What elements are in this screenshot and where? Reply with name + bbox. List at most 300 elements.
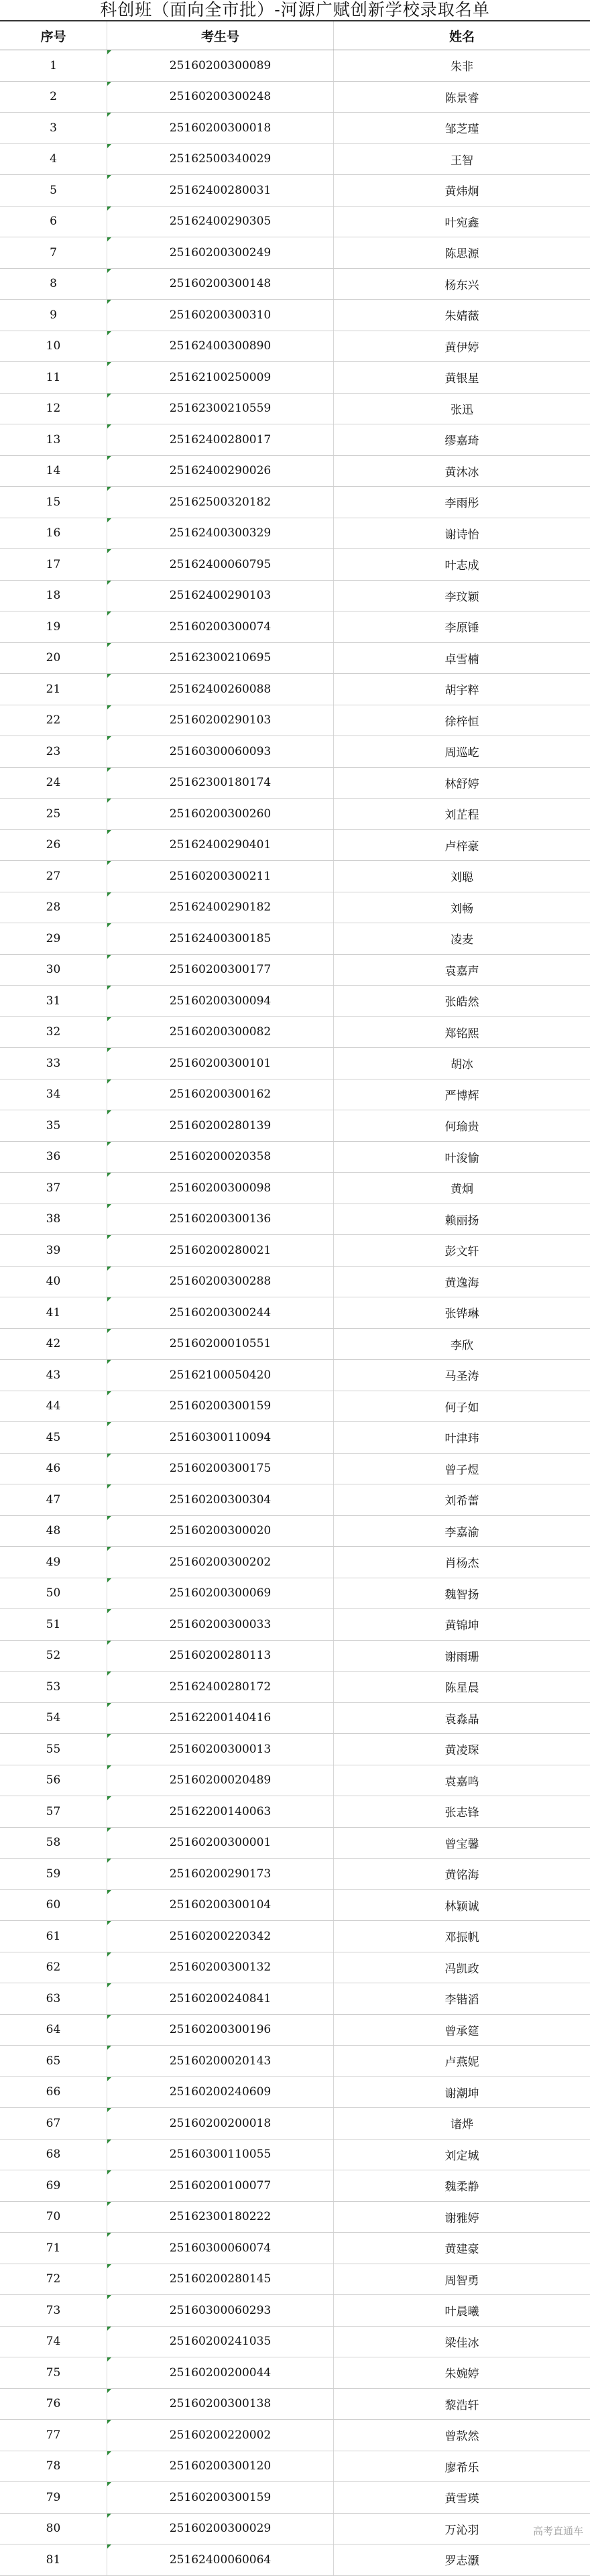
row-exam-no: 25162400290182	[107, 892, 334, 923]
table-row	[0, 2170, 590, 2202]
table-row	[0, 2357, 590, 2389]
row-name: 陈星晨	[445, 1682, 479, 1696]
row-name: 黄炜炯	[445, 185, 479, 199]
row-exam-no: 25160200300159	[107, 1391, 334, 1422]
table-row	[0, 2389, 590, 2420]
table-row	[0, 1609, 590, 1641]
table-row	[0, 2264, 590, 2296]
row-exam-no: 25160200300304	[107, 1484, 334, 1515]
row-index: 37	[0, 1173, 107, 1204]
table-row	[0, 2202, 590, 2233]
row-exam-no: 25160200300260	[107, 799, 334, 829]
row-index: 74	[0, 2327, 107, 2357]
table-row	[0, 1048, 590, 1079]
row-index: 33	[0, 1048, 107, 1079]
row-index: 44	[0, 1391, 107, 1422]
row-exam-no: 25162400300329	[107, 518, 334, 549]
table-row	[0, 1391, 590, 1423]
row-exam-no: 25162400260088	[107, 674, 334, 705]
row-index: 47	[0, 1484, 107, 1515]
row-name: 梁佳冰	[445, 2336, 479, 2350]
table-row	[0, 1360, 590, 1391]
row-exam-no: 25160200300162	[107, 1079, 334, 1110]
row-exam-no: 25160200300177	[107, 955, 334, 986]
row-name: 黄凌琛	[445, 1744, 479, 1758]
row-exam-no: 25162200140416	[107, 1703, 334, 1734]
row-index: 39	[0, 1235, 107, 1266]
row-index: 26	[0, 830, 107, 861]
row-name: 陈景睿	[445, 91, 479, 105]
table-row	[0, 2108, 590, 2140]
table-row	[0, 518, 590, 550]
row-exam-no: 25160200300148	[107, 269, 334, 300]
row-index: 15	[0, 487, 107, 518]
row-exam-no: 25162300180222	[107, 2202, 334, 2233]
row-exam-no: 25162400060064	[107, 2544, 334, 2575]
table-row	[0, 1828, 590, 1859]
row-name: 张皓然	[445, 996, 479, 1010]
row-name: 魏柔静	[445, 2180, 479, 2194]
row-index: 3	[0, 113, 107, 143]
table-row	[0, 1547, 590, 1578]
row-name: 曾承筵	[445, 2024, 479, 2038]
table-row	[0, 705, 590, 737]
row-name: 曾宝馨	[445, 1837, 479, 1851]
row-name: 卓雪楠	[445, 652, 479, 666]
row-name: 彭文轩	[445, 1245, 479, 1259]
row-name: 张迅	[451, 403, 473, 417]
row-name: 陈思源	[445, 247, 479, 261]
row-exam-no: 25160200300136	[107, 1204, 334, 1235]
row-index: 7	[0, 237, 107, 268]
table-row	[0, 1796, 590, 1828]
row-index: 79	[0, 2482, 107, 2513]
row-exam-no: 25160200300175	[107, 1454, 334, 1484]
row-exam-no: 25160200300310	[107, 300, 334, 331]
row-index: 75	[0, 2357, 107, 2388]
row-name: 周巡屹	[445, 746, 479, 760]
row-index: 13	[0, 424, 107, 455]
document-title: 科创班（面向全市批）-河源广赋创新学校录取名单	[100, 0, 490, 19]
row-exam-no: 25162400280172	[107, 1672, 334, 1702]
row-exam-no: 25160200220002	[107, 2420, 334, 2451]
table-row	[0, 1765, 590, 1797]
table-row	[0, 799, 590, 830]
row-name: 叶浚愉	[445, 1151, 479, 1165]
row-index: 42	[0, 1329, 107, 1360]
row-index: 66	[0, 2077, 107, 2108]
table-row	[0, 144, 590, 176]
row-index: 40	[0, 1267, 107, 1297]
table-row	[0, 2015, 590, 2046]
table-row	[0, 300, 590, 331]
row-index: 54	[0, 1703, 107, 1734]
table-row	[0, 1267, 590, 1298]
header-index: 序号	[0, 21, 107, 50]
row-name: 徐梓恒	[445, 715, 479, 729]
row-exam-no: 25162400290305	[107, 207, 334, 237]
row-name: 李欣	[451, 1338, 473, 1352]
row-name: 谢潮坤	[445, 2087, 479, 2101]
table-row	[0, 269, 590, 300]
table-row	[0, 923, 590, 955]
row-name: 黄沐冰	[445, 465, 479, 479]
table-row	[0, 1204, 590, 1236]
row-index: 68	[0, 2140, 107, 2170]
table-row	[0, 674, 590, 705]
row-exam-no: 25162300180174	[107, 768, 334, 799]
row-name: 李雨彤	[445, 497, 479, 511]
table-row	[0, 611, 590, 643]
table-row	[0, 1516, 590, 1547]
row-name: 刘芷程	[445, 809, 479, 823]
row-name: 何瑜贵	[445, 1120, 479, 1134]
row-index: 53	[0, 1672, 107, 1702]
row-index: 25	[0, 799, 107, 829]
row-name: 卢燕妮	[445, 2056, 479, 2070]
row-index: 22	[0, 705, 107, 736]
row-index: 45	[0, 1422, 107, 1453]
row-index: 34	[0, 1079, 107, 1110]
row-index: 65	[0, 2046, 107, 2076]
row-exam-no: 25162400300185	[107, 923, 334, 954]
row-name: 刘希蕾	[445, 1495, 479, 1509]
row-exam-no: 25160200300120	[107, 2451, 334, 2482]
row-name: 李嘉渝	[445, 1525, 479, 1539]
table-row	[0, 1422, 590, 1454]
row-index: 32	[0, 1017, 107, 1048]
row-index: 14	[0, 456, 107, 487]
row-index: 51	[0, 1609, 107, 1640]
row-exam-no: 25162500340029	[107, 144, 334, 175]
row-name: 黄锦坤	[445, 1619, 479, 1633]
table-row	[0, 424, 590, 456]
table-row	[0, 2077, 590, 2109]
row-name: 刘定城	[445, 2149, 479, 2163]
row-name: 谢诗怡	[445, 528, 479, 542]
row-name: 肖杨杰	[445, 1557, 479, 1571]
table-row	[0, 581, 590, 612]
row-name: 叶津玮	[445, 1432, 479, 1446]
table-row	[0, 2046, 590, 2077]
row-exam-no: 25160200100077	[107, 2170, 334, 2201]
table-row	[0, 1454, 590, 1485]
row-exam-no: 25162400300890	[107, 331, 334, 362]
row-name: 黄铭海	[445, 1869, 479, 1883]
row-index: 78	[0, 2451, 107, 2482]
row-index: 80	[0, 2514, 107, 2544]
row-index: 16	[0, 518, 107, 549]
row-index: 55	[0, 1734, 107, 1765]
table-row	[0, 50, 590, 82]
row-exam-no: 25160300110094	[107, 1422, 334, 1453]
row-exam-no: 25160200300013	[107, 1734, 334, 1765]
row-name: 朱婉婷	[445, 2367, 479, 2382]
table-row	[0, 1921, 590, 1952]
row-index: 35	[0, 1110, 107, 1141]
table-row	[0, 643, 590, 675]
table-row	[0, 1329, 590, 1360]
row-exam-no: 25160200020358	[107, 1142, 334, 1173]
row-exam-no: 25160200240609	[107, 2077, 334, 2108]
row-exam-no: 25160200200044	[107, 2357, 334, 2388]
table-row	[0, 1734, 590, 1765]
table-row	[0, 2327, 590, 2358]
row-exam-no: 25160200300244	[107, 1297, 334, 1328]
row-exam-no: 25162300210559	[107, 394, 334, 424]
row-name: 郑铭熙	[445, 1027, 479, 1041]
row-exam-no: 25162400280017	[107, 424, 334, 455]
row-exam-no: 25162400290401	[107, 830, 334, 861]
row-index: 43	[0, 1360, 107, 1391]
row-index: 31	[0, 986, 107, 1016]
table-row	[0, 1484, 590, 1516]
row-exam-no: 25160200020143	[107, 2046, 334, 2076]
row-index: 48	[0, 1516, 107, 1547]
row-name: 罗志灏	[445, 2555, 479, 2569]
table-row	[0, 1110, 590, 1142]
row-index: 23	[0, 736, 107, 767]
table-row	[0, 1641, 590, 1672]
row-name: 凌麦	[451, 933, 473, 947]
row-index: 52	[0, 1641, 107, 1672]
row-name: 马圣涛	[445, 1370, 479, 1384]
table-row	[0, 2140, 590, 2171]
row-name: 李玟颖	[445, 590, 479, 604]
row-exam-no: 25160200300211	[107, 861, 334, 892]
table-row	[0, 207, 590, 238]
row-index: 17	[0, 549, 107, 580]
row-name: 张志锋	[445, 1806, 479, 1820]
row-name: 廖希乐	[445, 2461, 479, 2475]
table-row	[0, 1672, 590, 1703]
row-exam-no: 25160200300069	[107, 1578, 334, 1609]
table-row	[0, 1703, 590, 1735]
table-row	[0, 487, 590, 518]
table-row	[0, 331, 590, 363]
row-index: 77	[0, 2420, 107, 2451]
row-exam-no: 25160300060074	[107, 2233, 334, 2264]
row-exam-no: 25160200300089	[107, 50, 334, 81]
table-row	[0, 768, 590, 799]
row-name: 刘聪	[451, 871, 473, 885]
row-index: 8	[0, 269, 107, 300]
table-row	[0, 1890, 590, 1922]
table-row	[0, 82, 590, 113]
row-name: 曾子煜	[445, 1463, 479, 1477]
row-index: 4	[0, 144, 107, 175]
row-name: 缪嘉琦	[445, 434, 479, 449]
table-row	[0, 1859, 590, 1890]
table-row	[0, 2295, 590, 2327]
row-name: 谢雅婷	[445, 2211, 479, 2225]
table-row	[0, 1983, 590, 2015]
row-exam-no: 25162400290026	[107, 456, 334, 487]
row-index: 1	[0, 50, 107, 81]
row-index: 28	[0, 892, 107, 923]
row-exam-no: 25160200300138	[107, 2389, 334, 2420]
row-index: 20	[0, 643, 107, 674]
table-row	[0, 1578, 590, 1610]
table-row	[0, 2451, 590, 2483]
row-name: 叶晨曦	[445, 2305, 479, 2319]
row-index: 64	[0, 2015, 107, 2046]
table-row	[0, 830, 590, 862]
row-exam-no: 25160200300018	[107, 113, 334, 143]
row-name: 林舒婷	[445, 777, 479, 791]
row-exam-no: 25160300060293	[107, 2295, 334, 2326]
table-row	[0, 2233, 590, 2264]
table-row	[0, 861, 590, 892]
admission-table	[0, 20, 590, 2576]
row-exam-no: 25160200290103	[107, 705, 334, 736]
table-row	[0, 456, 590, 487]
row-name: 刘畅	[451, 902, 473, 916]
row-exam-no: 25160200300020	[107, 1516, 334, 1547]
row-exam-no: 25160200300082	[107, 1017, 334, 1048]
row-exam-no: 25160200240841	[107, 1983, 334, 2014]
row-name: 朱婧薇	[445, 310, 479, 324]
row-index: 9	[0, 300, 107, 331]
row-exam-no: 25162400060795	[107, 549, 334, 580]
row-name: 冯凯政	[445, 1962, 479, 1976]
table-row	[0, 1173, 590, 1204]
table-row	[0, 1297, 590, 1329]
row-index: 70	[0, 2202, 107, 2233]
row-name: 李原锤	[445, 622, 479, 636]
row-name: 林颖诚	[445, 1899, 479, 1914]
row-name: 黄炯	[451, 1183, 473, 1197]
row-exam-no: 25160200280139	[107, 1110, 334, 1141]
row-name: 邹芝瑾	[445, 123, 479, 137]
row-index: 59	[0, 1859, 107, 1889]
row-name: 何子如	[445, 1401, 479, 1415]
row-index: 69	[0, 2170, 107, 2201]
row-index: 2	[0, 82, 107, 113]
row-exam-no: 25160300060093	[107, 736, 334, 767]
row-index: 67	[0, 2108, 107, 2139]
table-row	[0, 362, 590, 394]
row-name: 严博辉	[445, 1089, 479, 1103]
row-exam-no: 25162400290103	[107, 581, 334, 611]
row-exam-no: 25160200300159	[107, 2482, 334, 2513]
row-exam-no: 25162300210695	[107, 643, 334, 674]
row-index: 49	[0, 1547, 107, 1578]
row-index: 38	[0, 1204, 107, 1235]
row-index: 81	[0, 2544, 107, 2575]
row-exam-no: 25160200010551	[107, 1329, 334, 1360]
table-header-row	[0, 20, 590, 50]
table-row	[0, 2482, 590, 2514]
row-exam-no: 25162100250009	[107, 362, 334, 393]
row-index: 76	[0, 2389, 107, 2420]
table-row	[0, 736, 590, 768]
watermark: 高考直通车	[532, 2525, 583, 2537]
table-row	[0, 892, 590, 924]
row-exam-no: 25160200300196	[107, 2015, 334, 2046]
row-name: 黄建豪	[445, 2243, 479, 2257]
row-index: 29	[0, 923, 107, 954]
row-index: 50	[0, 1578, 107, 1609]
row-index: 10	[0, 331, 107, 362]
row-exam-no: 25160200300104	[107, 1890, 334, 1921]
row-name: 胡宇粹	[445, 684, 479, 698]
row-index: 60	[0, 1890, 107, 1921]
row-index: 62	[0, 1952, 107, 1983]
row-exam-no: 25160200300101	[107, 1048, 334, 1079]
row-index: 11	[0, 362, 107, 393]
row-exam-no: 25162200140063	[107, 1796, 334, 1827]
row-exam-no: 25162400280031	[107, 175, 334, 206]
row-name: 袁嘉鸣	[445, 1775, 479, 1789]
row-name: 王智	[451, 154, 473, 168]
table-row	[0, 2420, 590, 2451]
table-row	[0, 1235, 590, 1267]
row-exam-no: 25160200290173	[107, 1859, 334, 1889]
row-index: 46	[0, 1454, 107, 1484]
row-name: 周智勇	[445, 2274, 479, 2288]
row-index: 21	[0, 674, 107, 705]
row-index: 18	[0, 581, 107, 611]
row-name: 杨东兴	[445, 278, 479, 292]
row-name: 魏智扬	[445, 1588, 479, 1602]
row-exam-no: 25160200220342	[107, 1921, 334, 1952]
table-row	[0, 986, 590, 1017]
table-row	[0, 1952, 590, 1984]
row-exam-no: 25160200300033	[107, 1609, 334, 1640]
table-row	[0, 394, 590, 425]
row-exam-no: 25160200300029	[107, 2514, 334, 2544]
row-name: 卢梓豪	[445, 839, 479, 854]
row-name: 诸烨	[451, 2118, 473, 2132]
row-index: 58	[0, 1828, 107, 1859]
row-exam-no: 25160200300001	[107, 1828, 334, 1859]
table-row	[0, 237, 590, 269]
row-name: 袁嘉声	[445, 964, 479, 978]
header-name: 姓名	[449, 29, 475, 44]
table-row	[0, 2514, 590, 2545]
row-exam-no: 25160200300094	[107, 986, 334, 1016]
row-name: 李锴滔	[445, 1993, 479, 2007]
row-name: 叶宛鑫	[445, 216, 479, 230]
row-index: 61	[0, 1921, 107, 1952]
row-index: 6	[0, 207, 107, 237]
row-name: 叶志成	[445, 559, 479, 573]
row-name: 朱非	[451, 60, 473, 74]
table-row	[0, 1079, 590, 1111]
row-index: 19	[0, 611, 107, 642]
row-index: 63	[0, 1983, 107, 2014]
table-row	[0, 1017, 590, 1049]
row-exam-no: 25160200300248	[107, 82, 334, 113]
row-index: 41	[0, 1297, 107, 1328]
row-name: 邓振帆	[445, 1931, 479, 1945]
row-name: 袁淼晶	[445, 1712, 479, 1726]
row-exam-no: 25160200300098	[107, 1173, 334, 1204]
row-index: 57	[0, 1796, 107, 1827]
row-name: 胡冰	[451, 1058, 473, 1072]
row-index: 5	[0, 175, 107, 206]
row-index: 36	[0, 1142, 107, 1173]
table-row	[0, 113, 590, 144]
row-exam-no: 25160200280113	[107, 1641, 334, 1672]
row-name: 黄银星	[445, 372, 479, 386]
row-exam-no: 25160200020489	[107, 1765, 334, 1796]
row-name: 黄雪瑛	[445, 2492, 479, 2506]
row-exam-no: 25162100050420	[107, 1360, 334, 1391]
row-index: 24	[0, 768, 107, 799]
row-exam-no: 25160200200018	[107, 2108, 334, 2139]
